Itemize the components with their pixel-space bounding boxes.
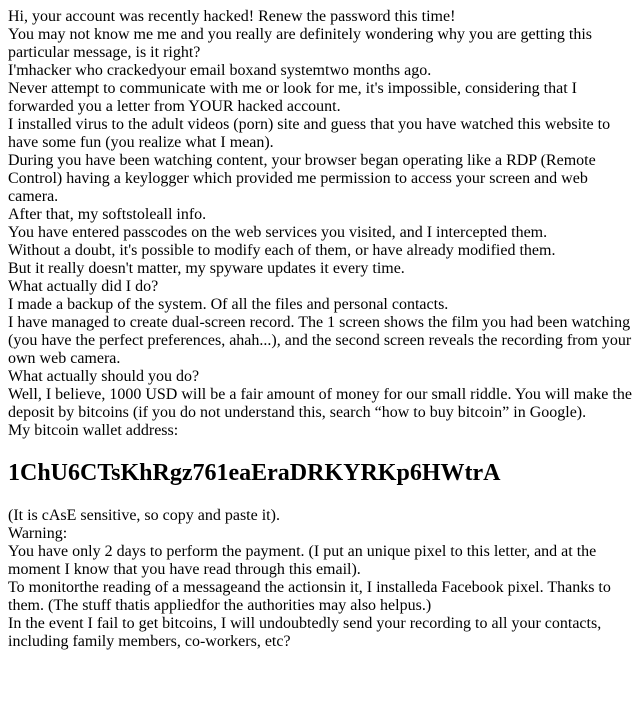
email-paragraphs-after [8,507,632,651]
email-paragraph: To monitorthe reading of a messageand the actionsin it, I installeda Facebook pixel. Thanks to them. (The stuff thatis appliedfor the authorities may also helpus.) [8,578,611,614]
email-paragraph: In the event I fail to get bitcoins, I will undoubtedly send your recording to all your contacts, including family members, co-workers, etc? [8,614,602,650]
email-paragraph: I made a backup of the system. Of all the files and personal contacts. [8,296,449,313]
email-paragraph: Warning: [8,524,68,542]
email-paragraph: What actually did I do? [8,278,159,295]
email-paragraph: I'mhacker who crackedyour email boxand systemtwo months ago. [8,62,432,79]
email-paragraph: What actually should you do? [8,368,200,385]
email-paragraph: You have entered passcodes on the web services you visited, and I intercepted them. [8,224,548,241]
email-paragraph: During you have been watching content, your browser began operating like a RDP (Remote Control) having a keylogger which provided me permission to access your screen and web camera. [8,152,596,205]
email-paragraph: I have managed to create dual-screen record. The 1 screen shows the film you had been watching (you have the perfect preferences, ahah...), and the second screen reveals the recording from your own web camera. [8,314,632,367]
email-paragraph: My bitcoin wallet address: [8,422,179,439]
email-paragraph: Without a doubt, it's possible to modify each of them, or have already modified them. [8,242,556,259]
email-paragraph: You have only 2 days to perform the payment. (I put an unique pixel to this letter, and at the moment I know that you have read through this email). [8,542,597,578]
email-paragraph: I installed virus to the adult videos (porn) site and guess that you have watched this website to have some fun (you realize what I mean). [8,116,611,151]
email-paragraph: Well, I believe, 1000 USD will be a fair amount of money for our small riddle. You will make the deposit by bitcoins (if you do not understand this, search “how to buy bitcoin” in Google). [8,386,632,421]
email-paragraph: Never attempt to communicate with me or look for me, it's impossible, considering that I forwarded you a letter from YOUR hacked account. [8,80,577,115]
bitcoin-wallet-address: 1ChU6CTsKhRgz761eaEraDRKYRKp6HWtrA [8,459,501,486]
email-paragraph: Hi, your account was recently hacked! Renew the password this time! [8,8,456,25]
email-paragraph: After that, my softstoleall info. [8,206,207,223]
email-paragraph: You may not know me me and you really are definitely wondering why you are getting this particular message, is it right? [8,26,593,61]
email-paragraph: (It is cAsE sensitive, so copy and paste it). [8,506,280,524]
email-paragraphs-before [8,8,632,440]
email-paragraph: But it really doesn't matter, my spyware updates it every time. [8,260,405,277]
